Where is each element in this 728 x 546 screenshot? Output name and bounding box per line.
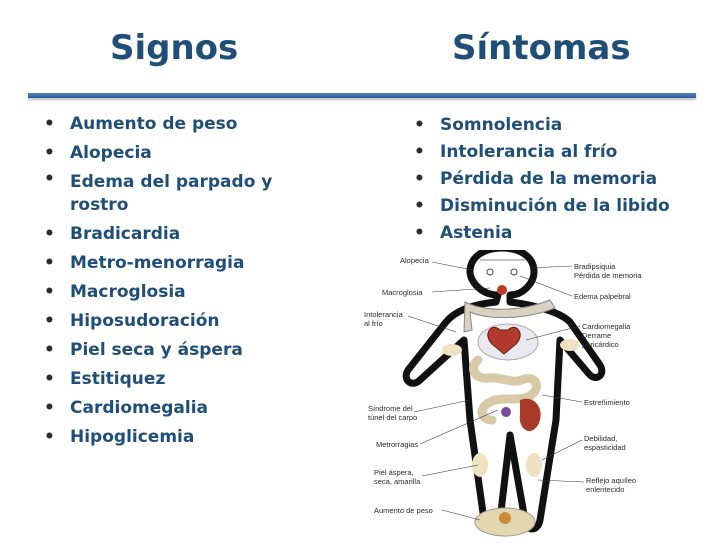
list-item: • Disminución de la libido <box>410 193 710 220</box>
label-alopecia: Alopecia <box>400 256 429 265</box>
label-reflejo: Reflejo aquíleo enlentecido <box>586 476 637 494</box>
nose <box>497 285 507 295</box>
label-piel: Piel áspera, seca, amarilla <box>374 468 421 486</box>
list-item: • Somnolencia <box>410 112 710 139</box>
list-item: • Estitiquez <box>40 365 330 394</box>
symptoms-list <box>410 112 710 247</box>
list-item: • Hipoglicemia <box>40 423 330 452</box>
label-cardiomegalia: Cardiomegalia Derrame pericárdico <box>582 322 631 349</box>
signs-heading: Signos <box>110 28 239 68</box>
hypothyroidism-body-diagram <box>360 250 660 540</box>
list-item: • Piel seca y áspera <box>40 336 330 365</box>
header-divider <box>28 93 696 98</box>
list-item: • Astenia <box>410 220 710 247</box>
list-item: • Alopecia <box>40 139 330 168</box>
list-item: • Aumento de peso <box>40 110 330 139</box>
label-metrorragias: Metrorragias <box>376 440 419 449</box>
list-item: • Cardiomegalia <box>40 394 330 423</box>
label-edema: Edema palpebral <box>574 292 631 301</box>
label-bradipsiquia: Bradipsiquia Pérdida de memoria <box>574 262 642 280</box>
label-estrenimiento: Estreñimiento <box>584 398 630 407</box>
list-item: • Bradicardia <box>40 220 330 249</box>
list-item: • Pérdida de la memoria <box>410 166 710 193</box>
signs-list <box>40 110 330 452</box>
list-item: • Hiposudoración <box>40 307 330 336</box>
list-item: • Macroglosia <box>40 278 330 307</box>
list-item: • Metro-menorragia <box>40 249 330 278</box>
label-debilidad: Debilidad, espasticidad <box>584 434 626 452</box>
list-item: • Intolerancia al frío <box>410 139 710 166</box>
label-macroglosia: Macroglosia <box>382 288 423 297</box>
list-item: • Edema del parpado y rostro <box>40 168 280 220</box>
label-sindrome: Síndrome del túnel del carpo <box>368 404 418 422</box>
label-intolerancia: Intolerancia al frío <box>364 310 403 328</box>
symptoms-heading: Síntomas <box>452 28 631 68</box>
label-aumento: Aumento de peso <box>374 506 433 515</box>
